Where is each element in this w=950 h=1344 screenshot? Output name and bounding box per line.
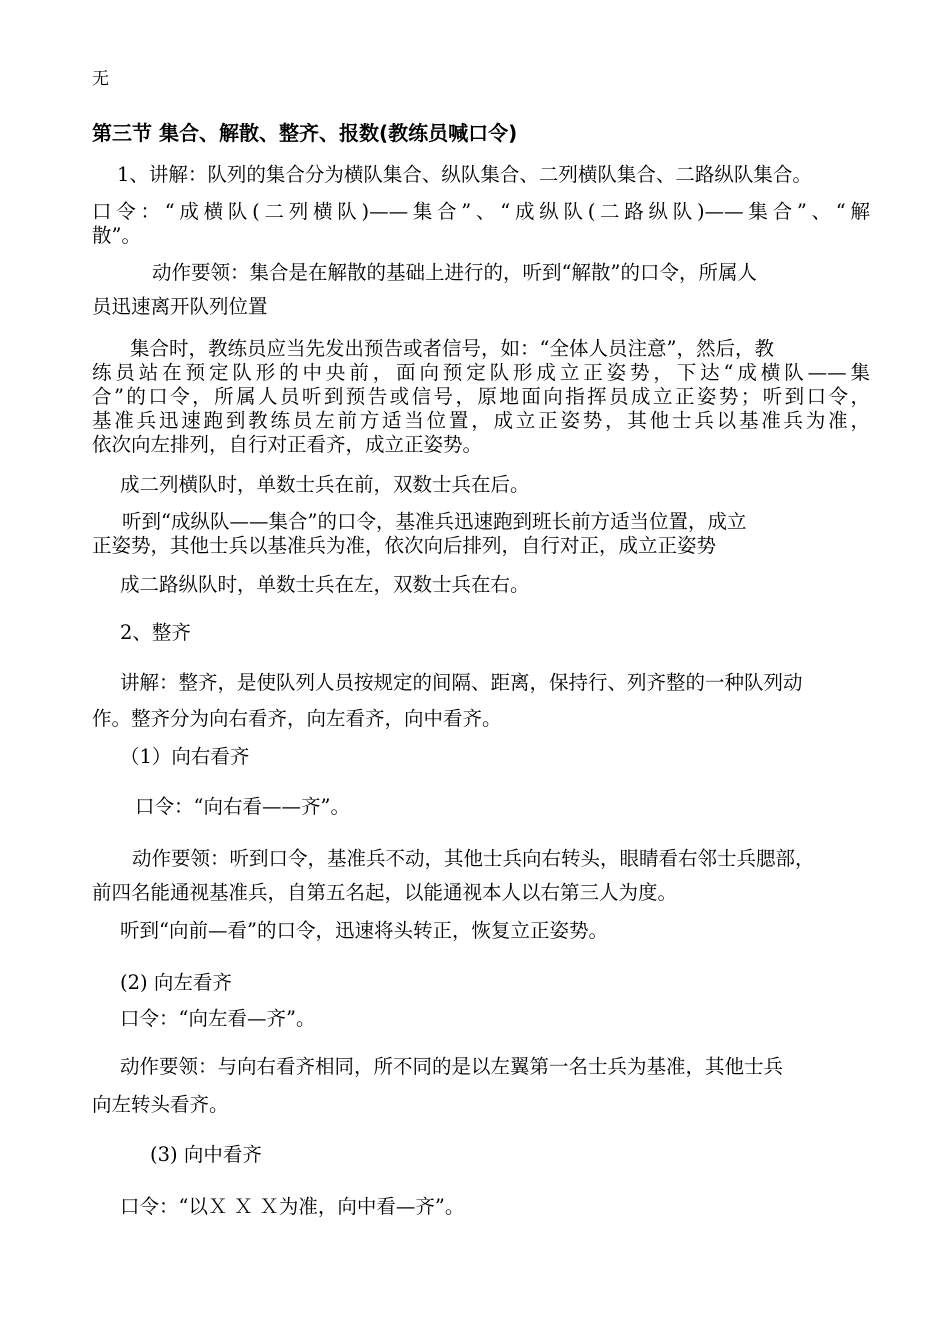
action-essentials-line-2: 员迅速离开队列位置 [92,295,268,318]
column-assembly-line-1: 听到“成纵队——集合”的口令，基准兵迅速跑到班长前方适当位置，成立 [122,510,747,533]
column-assembly-line-2: 正姿势，其他士兵以基准兵为准，依次向后排列，自行对正，成立正姿势 [92,534,717,557]
alignment-explanation-line-1: 讲解：整齐，是使队列人员按规定的间隔、距离，保持行、列齐整的一种队列动 [120,671,803,694]
command-line-1: 口令：“成横队(二列横队)——集合”、“成纵队(二路纵队)——集合”、“解 [92,200,870,223]
left-dress-action-line-1: 动作要领：与向右看齐相同，所不同的是以左翼第一名士兵为基准，其他士兵 [120,1055,784,1078]
action-essentials-line-1: 动作要领：集合是在解散的基础上进行的，听到“解散”的口令，所属人 [152,261,757,284]
corner-text: 无 [92,69,109,89]
assembly-line-5: 依次向左排列，自行对正看齐，成立正姿势。 [92,433,483,456]
paragraph-explanation-1: 1、讲解：队列的集合分为横队集合、纵队集合、二列横队集合、二路纵队集合。 [117,163,812,186]
right-dress-action-line-1: 动作要领：听到口令，基准兵不动，其他士兵向右转头，眼睛看右邻士兵腮部， [132,847,815,870]
right-dress-action-line-2: 前四名能通视基准兵，自第五名起，以能通视本人以右第三人为度。 [92,881,678,904]
right-dress-title: （1）向右看齐 [120,745,250,768]
assembly-line-3: 合”的口令，所属人员听到预告或信号，原地面向指挥员成立正姿势；听到口令， [92,385,870,408]
subsection-title-alignment: 2、整齐 [120,621,191,644]
two-file-note: 成二路纵队时，单数士兵在左，双数士兵在右。 [120,573,530,596]
two-rank-note: 成二列横队时，单数士兵在前，双数士兵在后。 [120,473,530,496]
left-dress-action-line-2: 向左转头看齐。 [92,1093,229,1116]
assembly-line-2: 练员站在预定队形的中央前，面向预定队形成立正姿势，下达“成横队——集 [92,361,870,384]
center-dress-command: 口令：“以Ｘ Ｘ Ｘ为准，向中看—齐”。 [120,1195,465,1218]
section-title: 第三节 集合、解散、整齐、报数(教练员喊口令) [92,121,518,145]
alignment-explanation-line-2: 作。整齐分为向右看齐，向左看齐，向中看齐。 [92,707,502,730]
left-dress-command: 口令：“向左看—齐”。 [120,1007,316,1030]
right-dress-command: 口令：“向右看——齐”。 [135,795,350,818]
left-dress-title: (2) 向左看齐 [120,971,232,994]
command-line-2: 散”。 [92,224,141,247]
assembly-line-1: 集合时，教练员应当先发出预告或者信号，如：“全体人员注意”，然后，教 [130,337,774,360]
ready-front-note: 听到“向前—看”的口令，迅速将头转正，恢复立正姿势。 [120,919,608,942]
assembly-line-4: 基准兵迅速跑到教练员左前方适当位置，成立正姿势，其他士兵以基准兵为准， [92,409,870,432]
center-dress-title: (3) 向中看齐 [150,1143,262,1166]
